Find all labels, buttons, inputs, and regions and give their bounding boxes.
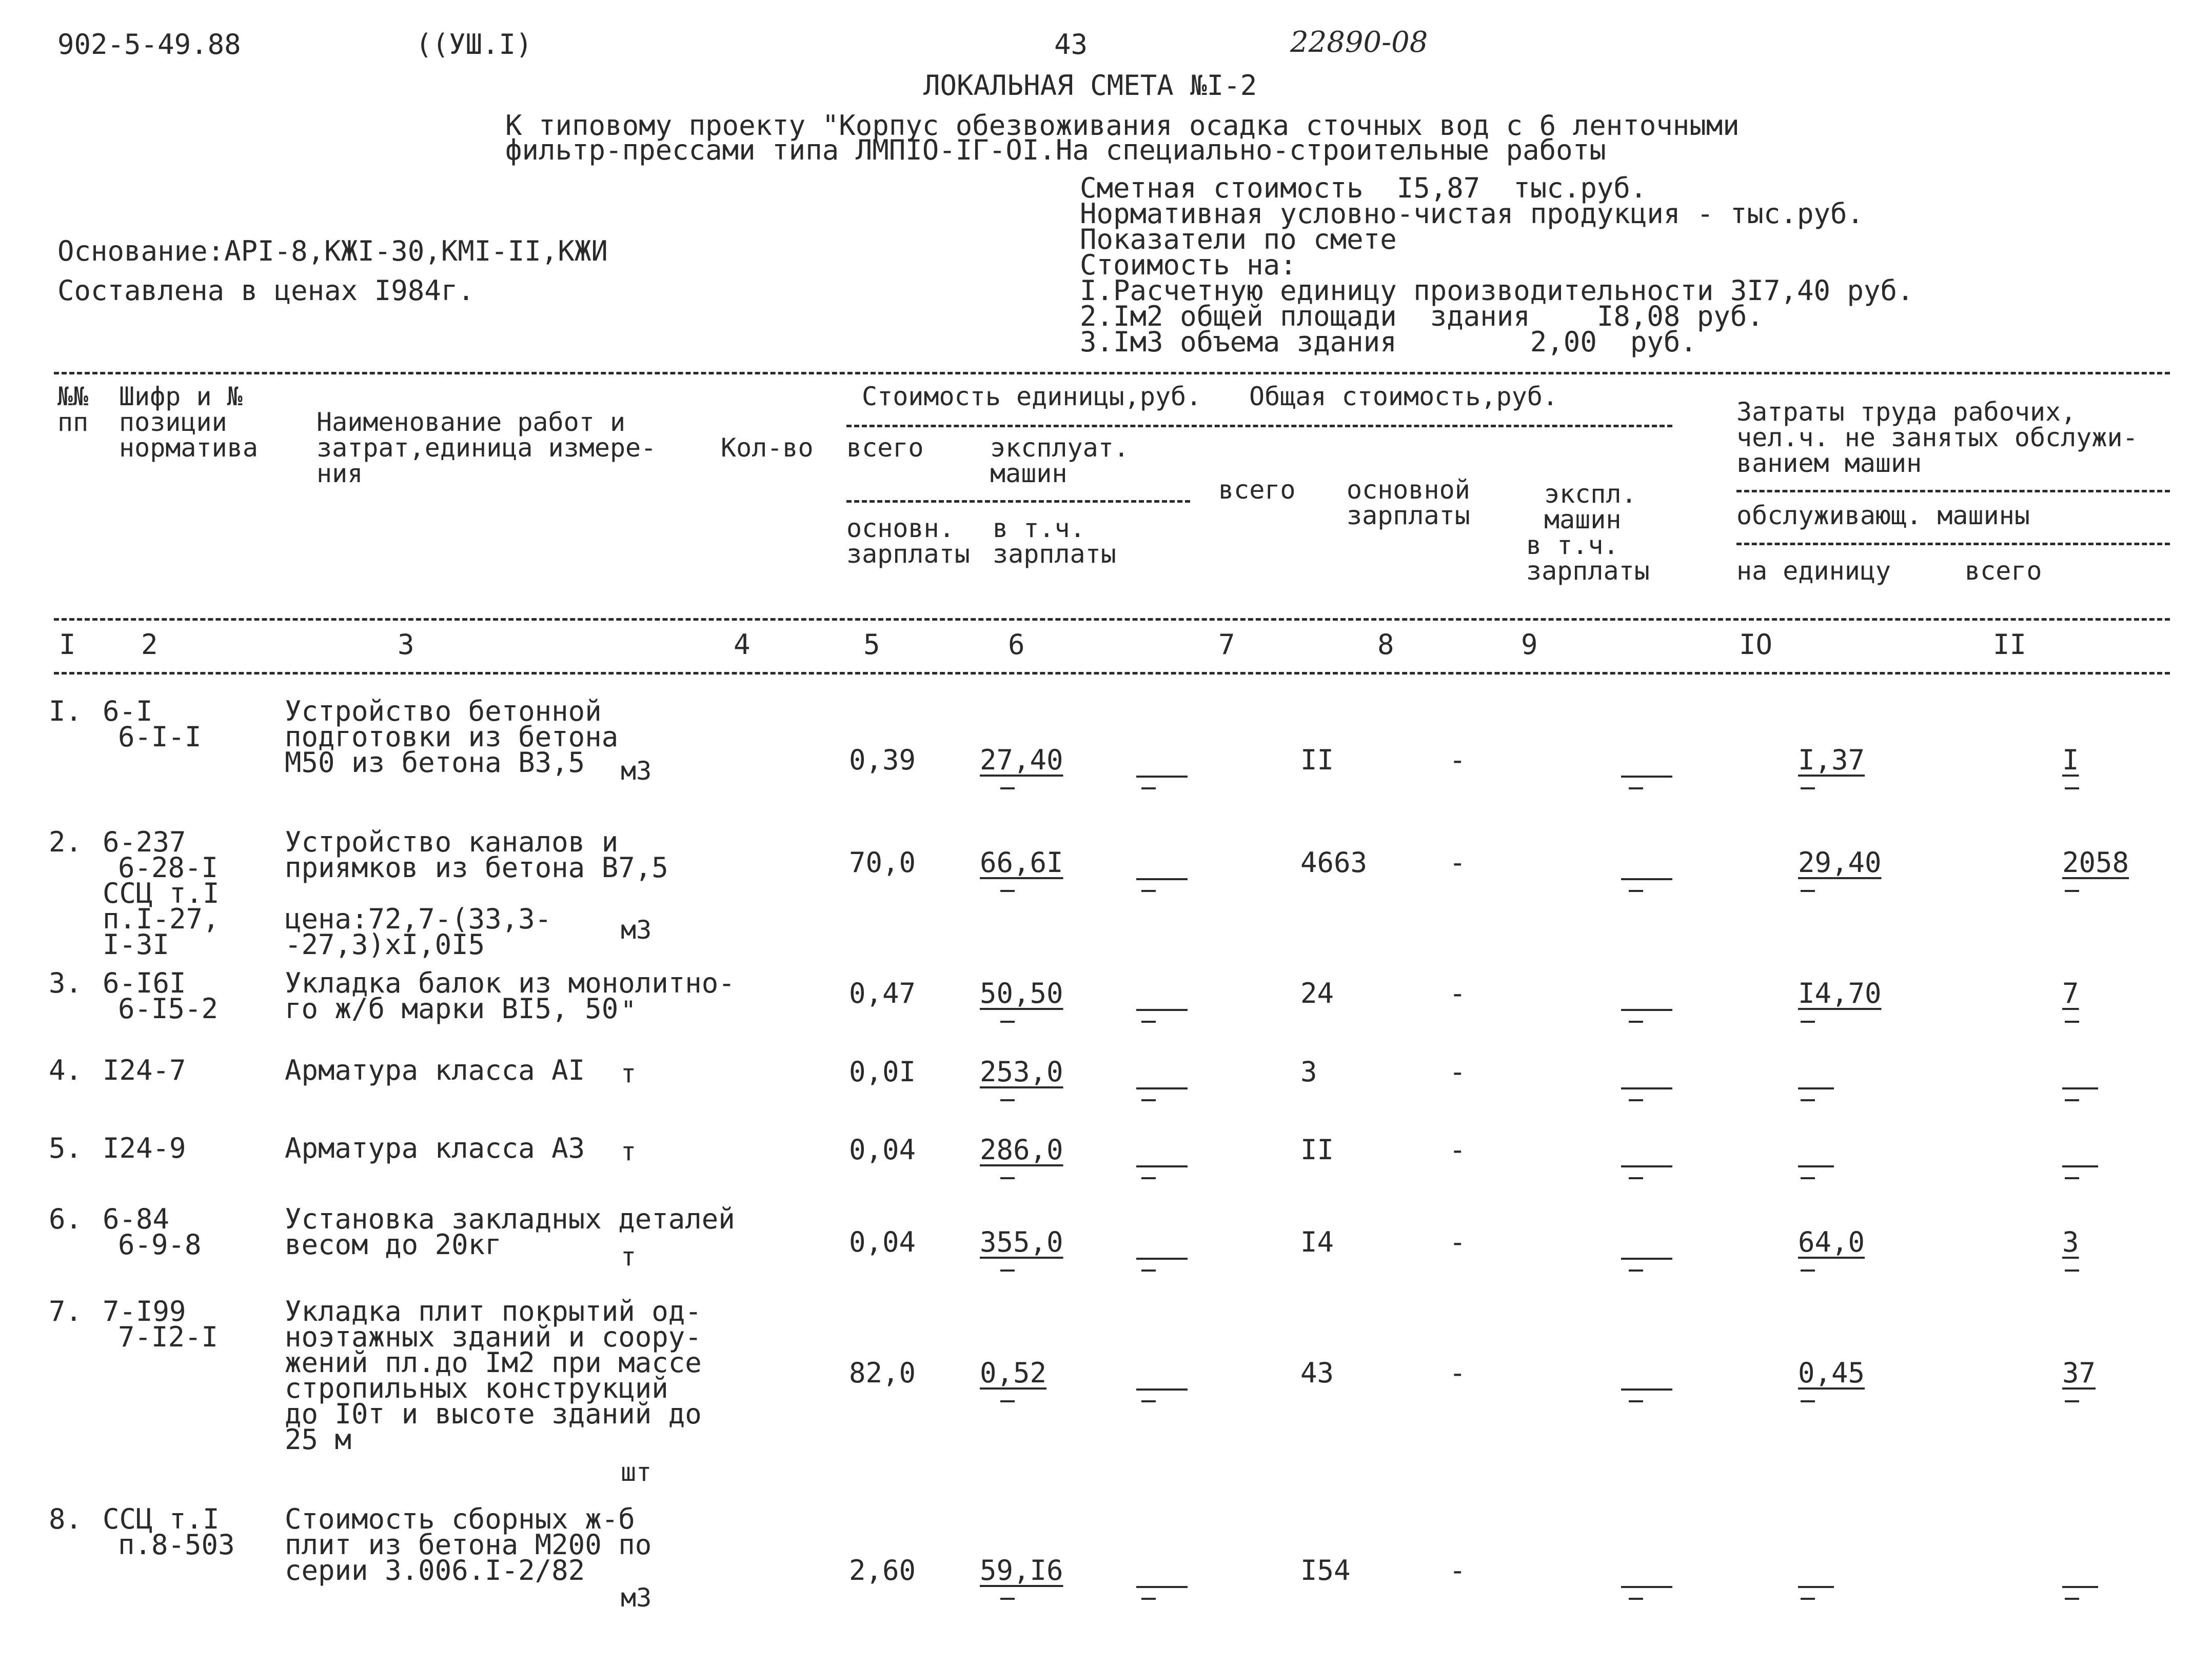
row-unit-mach-wage-underline [1136,776,1188,778]
row-labor-unit-dash [1801,787,1815,789]
row-unit-machine-cost: 59,I6 [980,1554,1063,1586]
row-work-name: плит из бетона М200 по [285,1529,652,1561]
row-unit-machine-cost: 27,40 [980,744,1063,776]
row-unit: м3 [621,756,652,786]
col-number-9: 9 [1521,628,1538,661]
row-number: 3. [49,967,83,999]
row-total-mach-dash [1629,890,1643,892]
row-number: 2. [49,826,83,858]
row-unit: м3 [621,1583,652,1613]
row-total-mach-dash [1629,1177,1643,1179]
row-work-name: ноэтажных зданий и соору- [285,1321,702,1353]
row-total-mach-dash [1629,1400,1643,1402]
row-labor-unit: I,37 [1798,744,1865,776]
header-col3-line2: затрат,единица измере- [317,433,657,463]
row-total-wage: - [1449,1357,1466,1389]
row-unit-machine-cost: 0,52 [980,1357,1047,1389]
row-unit-mach-wage-dash [1141,1400,1156,1402]
header-col1-line2: пп [57,407,89,437]
row-unit-total-cost: 0,47 [849,977,916,1009]
row-total-wage: - [1449,1226,1466,1258]
row-total-wage: - [1449,846,1466,879]
row-unit-mach-wage-dash [1141,1598,1156,1600]
row-unit-total-cost: 2,60 [849,1554,916,1586]
row-unit-wage-dash [1000,1099,1015,1101]
row-unit: т [621,1059,637,1088]
row-unit-mach-wage-dash [1141,787,1156,789]
row-total-mach-underline [1621,1586,1672,1588]
row-code: ССЦ т.I [103,877,220,909]
row-work-name: жений пл.до Iм2 при массе [285,1346,702,1379]
row-unit-wage-dash [1000,1598,1015,1600]
header-total-wage-line1: основной [1347,475,1470,505]
row-number: 4. [49,1054,83,1086]
row-code: 6-237 [103,826,186,858]
row-labor-unit-dash [1801,1270,1815,1272]
row-labor-total: 2058 [2062,846,2129,879]
row-labor-total-dash [2065,1270,2079,1272]
row-unit-machine-cost: 66,6I [980,846,1063,879]
row-labor-total-dash [2065,890,2079,892]
row-code: ССЦ т.I [103,1503,220,1535]
header-total-total: всего [1218,475,1296,505]
row-work-name: го ж/б марки ВI5, 50 [285,993,619,1025]
row-work-name: Устройство каналов и [285,826,619,858]
header-bottom-rule [54,618,2170,621]
header-labor-line2: чел.ч. не занятых обслужи- [1736,423,2138,452]
row-labor-total-underline [2062,1087,2098,1089]
row-work-name: приямков из бетона В7,5 [285,851,668,884]
summary-line-7: 3.Iм3 объема здания 2,00 руб. [1080,326,1697,358]
header-unit-wage-line2: зарплаты [846,539,970,569]
header-unit-total: всего [846,433,924,463]
header-labor-line3: ванием машин [1736,448,1922,478]
row-labor-unit-dash [1801,1598,1815,1600]
row-work-name: 25 м [285,1423,352,1456]
row-code: 7-I2-I [118,1321,219,1353]
row-labor-total-underline [2062,1586,2098,1588]
col-number-8: 8 [1377,628,1394,661]
row-labor-total: 3 [2062,1226,2079,1258]
row-work-name: Укладка плит покрытий од- [285,1295,702,1327]
summary-line-6: 2.Iм2 общей площади здания I8,08 руб. [1080,300,1764,332]
row-unit-total-cost: 70,0 [849,846,916,879]
row-unit-total-cost: 0,04 [849,1134,916,1166]
row-unit-mach-wage-underline [1136,878,1188,880]
col-number-10: IO [1739,628,1773,661]
row-number: 8. [49,1503,83,1535]
header-total-cost-title: Общая стоимость,руб. [1249,382,1558,411]
row-labor-unit-underline [1798,1165,1834,1167]
col-number-7: 7 [1218,628,1235,661]
row-unit-mach-wage-dash [1141,1021,1156,1023]
album-number: ((УШ.I) [416,28,532,61]
subtitle-line-1: К типовому проекту "Корпус обезвоживания осадка сточных вод с 6 ленточными [505,109,1740,142]
row-code: 6-28-I [118,851,219,884]
header-unit-cost-title: Стоимость единицы,руб. [862,382,1202,411]
row-unit-wage-dash [1000,1177,1015,1179]
row-number: I. [49,695,83,727]
row-unit-total-cost: 82,0 [849,1357,916,1389]
row-work-name: подготовки из бетона [285,721,619,753]
row-labor-total: 37 [2062,1357,2096,1389]
row-work-name: Укладка балок из монолитно- [285,967,735,999]
col-number-11: II [1993,628,2027,661]
page-title: ЛОКАЛЬНАЯ СМЕТА №I-2 [923,69,1257,102]
row-total-wage: - [1449,977,1466,1009]
row-work-name: -27,3)хI,0I5 [285,928,485,961]
row-labor-unit-dash [1801,1177,1815,1179]
column-numbers-rule [54,672,2170,675]
row-work-name: весом до 20кг [285,1228,502,1261]
row-total-mach-underline [1621,1165,1672,1167]
row-unit-mach-wage-underline [1136,1009,1188,1011]
header-col2-line3: норматива [119,433,258,463]
row-labor-unit: I4,70 [1798,977,1882,1009]
col-number-3: 3 [398,628,414,661]
row-labor-unit-underline [1798,1586,1834,1588]
row-unit-machine-cost: 50,50 [980,977,1063,1009]
row-labor-total-dash [2065,787,2079,789]
header-total-mach-line1: экспл. [1544,479,1637,509]
header-qty: Кол-во [721,433,814,463]
col-number-6: 6 [1008,628,1025,661]
col-number-4: 4 [734,628,750,661]
row-total-wage: - [1449,744,1466,776]
row-work-name: серии 3.006.I-2/82 [285,1554,585,1586]
summary-line-1: Сметная стоимость I5,87 тыс.руб. [1080,172,1647,204]
row-total-mach-dash [1629,1270,1643,1272]
row-total-cost: II [1300,1134,1334,1166]
header-labor-rule-1 [1736,490,2170,492]
row-labor-unit: 29,40 [1798,846,1882,879]
row-labor-total-dash [2065,1021,2079,1023]
row-unit-wage-dash [1000,890,1015,892]
table-top-rule [54,372,2170,374]
row-total-mach-underline [1621,1258,1672,1260]
row-unit-mach-wage-underline [1136,1087,1188,1089]
row-unit-machine-cost: 253,0 [980,1056,1063,1088]
header-labor-rule-2 [1736,543,2170,545]
row-labor-unit-dash [1801,1400,1815,1402]
row-work-name: Установка закладных деталей [285,1203,735,1235]
row-unit: шт [621,1457,652,1487]
row-work-name: Стоимость сборных ж-б [285,1503,635,1535]
row-unit-wage-dash [1000,1400,1015,1402]
row-total-cost: I54 [1300,1554,1351,1586]
row-unit-mach-wage-underline [1136,1258,1188,1260]
row-code: 6-I-I [118,721,202,753]
row-code: п.I-27, [103,903,220,935]
header-labor-total: всего [1965,556,2042,586]
summary-line-3: Показатели по смете [1080,223,1397,255]
row-labor-total: I [2062,744,2079,776]
row-unit: " [621,996,637,1025]
row-labor-total-dash [2065,1177,2079,1179]
row-labor-unit: 0,45 [1798,1357,1865,1389]
row-labor-unit-dash [1801,890,1815,892]
prices-year-line: Составлена в ценах I984г. [57,274,475,307]
row-code: п.8-503 [118,1529,235,1561]
row-unit-mach-wage-dash [1141,1177,1156,1179]
row-work-name: М50 из бетона В3,5 [285,746,585,779]
row-total-wage: - [1449,1554,1466,1586]
row-unit: т [621,1242,637,1272]
row-unit-machine-cost: 286,0 [980,1134,1063,1166]
row-total-mach-dash [1629,1021,1643,1023]
row-labor-total: 7 [2062,977,2079,1009]
row-unit-mach-wage-underline [1136,1165,1188,1167]
header-unit-mach-wage-line1: в т.ч. [993,513,1085,543]
basis-line: Основание:АРI-8,КЖI-30,КМI-II,КЖИ [57,235,608,267]
header-col1-line1: №№ [57,382,89,411]
row-unit-mach-wage-underline [1136,1389,1188,1391]
row-code: 6-9-8 [118,1228,202,1261]
row-total-mach-dash [1629,787,1643,789]
row-labor-total-dash [2065,1598,2079,1600]
row-labor-unit-underline [1798,1087,1834,1089]
row-unit-mach-wage-underline [1136,1586,1188,1588]
row-total-cost: II [1300,744,1334,776]
header-labor-sub: обслуживающ. машины [1736,501,2030,530]
row-total-wage: - [1449,1056,1466,1088]
row-labor-total-underline [2062,1165,2098,1167]
row-code: 6-84 [103,1203,170,1235]
row-unit-total-cost: 0,04 [849,1226,916,1258]
row-total-wage: - [1449,1134,1466,1166]
col-number-1: I [59,628,76,661]
summary-line-5: I.Расчетную единицу производительности 3I7,40 руб. [1080,274,1914,307]
row-code: 7-I99 [103,1295,186,1327]
row-total-mach-dash [1629,1598,1643,1600]
row-number: 5. [49,1132,83,1164]
row-total-mach-underline [1621,878,1672,880]
header-col3-line1: Наименование работ и [317,407,626,437]
row-work-name: Арматура класса АI [285,1054,585,1086]
header-col2-line2: позиции [119,407,227,437]
row-unit-mach-wage-dash [1141,890,1156,892]
row-total-mach-underline [1621,776,1672,778]
header-col3-line3: ния [317,459,363,488]
col-number-5: 5 [863,628,880,661]
row-unit-wage-dash [1000,1021,1015,1023]
row-number: 6. [49,1203,83,1235]
header-unit-wage-line1: основн. [846,513,955,543]
row-unit-wage-dash [1000,787,1015,789]
col-number-2: 2 [141,628,158,661]
header-total-wage-line2: зарплаты [1347,501,1470,530]
row-work-name: Арматура класса А3 [285,1132,585,1164]
row-code: 6-I5-2 [118,993,219,1025]
row-total-mach-underline [1621,1389,1672,1391]
row-unit-total-cost: 0,39 [849,744,916,776]
row-total-cost: 3 [1300,1056,1317,1088]
header-col2-line1: Шифр и № [119,382,243,411]
header-total-mach-line2: машин [1544,505,1622,534]
page-number: 43 [1054,28,1088,61]
row-code: 6-I [103,695,153,727]
row-unit-total-cost: 0,0I [849,1056,916,1088]
row-code: I24-7 [103,1054,186,1086]
row-labor-unit: 64,0 [1798,1226,1865,1258]
row-unit-mach-wage-dash [1141,1099,1156,1101]
row-work-name: цена:72,7-(33,3- [285,903,552,935]
header-labor-unit: на единицу [1736,556,1891,586]
header-total-mach-line3: в т.ч. [1526,530,1619,560]
subtitle-line-2: фильтр-прессами типа ЛМПIО-IГ-OI.На специально-строительные работы [505,134,1606,166]
row-code: 6-I6I [103,967,186,999]
row-total-cost: 4663 [1300,846,1368,879]
row-code: I24-9 [103,1132,186,1164]
header-labor-line1: Затраты труда рабочих, [1736,397,2077,427]
row-number: 7. [49,1295,83,1327]
row-labor-total-dash [2065,1099,2079,1101]
row-total-mach-underline [1621,1087,1672,1089]
row-unit: т [621,1137,637,1166]
row-total-cost: I4 [1300,1226,1334,1258]
row-unit-wage-dash [1000,1270,1015,1272]
header-unit-mach-line1: эксплуат. [990,433,1129,463]
row-code: I-3I [103,928,170,961]
header-total-mach-line4: зарплаты [1526,556,1650,586]
header-unit-mach-wage-line2: зарплаты [993,539,1116,569]
header-unit-mach-line2: машин [990,459,1068,488]
row-total-mach-underline [1621,1009,1672,1011]
header-cost-rule [846,425,1672,427]
row-unit-machine-cost: 355,0 [980,1226,1063,1258]
row-labor-total-dash [2065,1400,2079,1402]
row-total-cost: 24 [1300,977,1334,1009]
header-unit-sub-rule [846,500,1190,503]
row-unit: м3 [621,915,652,945]
row-work-name: до I0т и высоте зданий до [285,1398,702,1430]
row-total-cost: 43 [1300,1357,1334,1389]
inventory-stamp-number: 22890-08 [1290,26,1428,59]
row-work-name: Устройство бетонной [285,695,602,727]
row-labor-unit-dash [1801,1099,1815,1101]
row-work-name: стропильных конструкций [285,1372,668,1404]
row-labor-unit-dash [1801,1021,1815,1023]
summary-line-2: Нормативная условно-чистая продукция - тыс.руб. [1080,197,1864,230]
document-code: 902-5-49.88 [57,28,241,61]
summary-line-4: Стоимость на: [1080,249,1297,281]
row-unit-mach-wage-dash [1141,1270,1156,1272]
row-total-mach-dash [1629,1099,1643,1101]
